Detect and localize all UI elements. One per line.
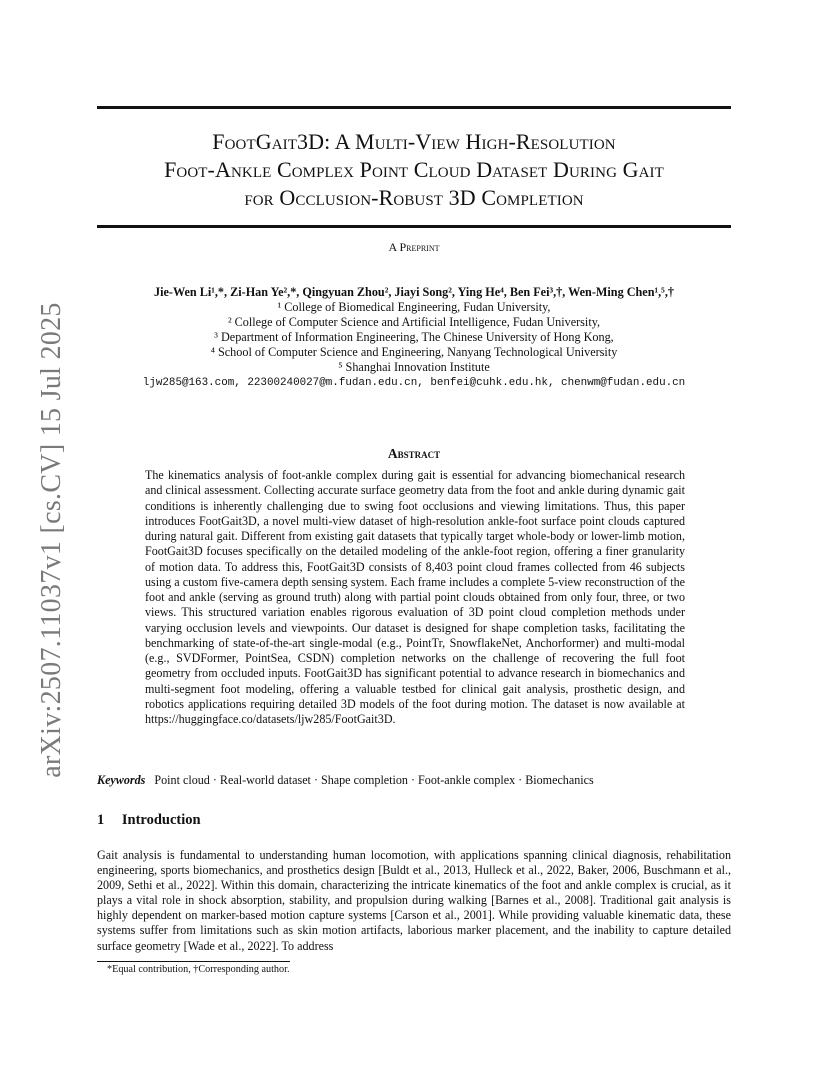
- preprint-label: A Preprint: [388, 240, 440, 254]
- footnote-rule: [97, 961, 290, 962]
- affiliation-list: [97, 300, 731, 375]
- author-emails: ljw285@163.com, 22300240027@m.fudan.edu.cn, benfei@cuhk.edu.hk, chenwm@fudan.edu.cn: [142, 377, 686, 389]
- abstract-heading: Abstract: [387, 446, 441, 461]
- section-heading-introduction: [97, 812, 731, 829]
- affiliation-5: ⁵ Shanghai Innovation Institute: [338, 360, 490, 374]
- introduction-paragraph: Gait analysis is fundamental to understanding human locomotion, with applications spanning clinical diagnosis, rehabilitation engineering, sports biomechanics, and prosthetics design [Buldt et al., 2013, Hulleck et al., 2022, Baker, 2006, Buschmann et al., 2009, Sethi et al., 2022]. Within this domain, characterizing the intricate kinematics of the foot and ankle complex is crucial, as it plays a vital role in shock absorption, stability, and propulsion during walking [Barnes et al., 2008]. Traditional gait analysis is highly dependent on marker-based motion capture systems [Carson et al., 2001]. While providing valuable kinematic data, these systems suffer from limitations such as skin motion artifacts, laborious marker placement, and the inability to capture detailed surface geometry [Wade et al., 2022]. To address: [97, 848, 731, 953]
- section-title: Introduction: [121, 812, 201, 828]
- section-number: 1: [97, 812, 105, 828]
- title-line-2: Foot-Ankle Complex Point Cloud Dataset During Gait: [164, 157, 664, 182]
- keywords-items: Point cloud · Real-world dataset · Shape completion · Foot-ankle complex · Biomechanics: [154, 773, 594, 787]
- paper-title: [97, 128, 731, 212]
- author-list: Jie-Wen Li¹,*, Zi-Han Ye²,*, Qingyuan Zhou², Jiayi Song², Ying He⁴, Ben Fei³,†, Wen-Ming Chen¹,⁵,†: [154, 285, 674, 299]
- keywords-label: Keywords: [97, 773, 146, 787]
- footnote: *Equal contribution, †Corresponding author.: [107, 964, 290, 975]
- abstract-text: The kinematics analysis of foot-ankle complex during gait is essential for advancing biomechanical research and clinical assessment. Collecting accurate surface geometry data from the foot and ankle during dynamic gait conditions is inherently challenging due to swing foot occlusions and viewing limitations. Thus, this paper introduces FootGait3D, a novel multi-view dataset of high-resolution ankle-foot surface point clouds captured during natural gait. Different from existing gait datasets that typically target whole-body or lower-limb motion, FootGait3D focuses specifically on the detailed modeling of the ankle-foot region, offering a finer granularity of motion data. To address this, FootGait3D consists of 8,403 point cloud frames collected from 46 subjects using a custom five-camera depth sensing system. Each frame includes a complete 5-view reconstruction of the foot and ankle (serving as ground truth) along with partial point clouds obtained from only four, three, or two views. This structured variation enables rigorous evaluation of 3D point cloud completion methods under varying occlusion levels and viewpoints. Our dataset is designed for shape completion tasks, facilitating the benchmarking of state-of-the-art single-modal (e.g., PointTr, SnowflakeNet, Anchorformer) and multi-modal (e.g., SVDFormer, PointSea, CSDN) completion networks on the challenge of recovering the full foot geometry from occluded inputs. FootGait3D has significant potential to advance research in biomechanics and multi-segment foot modeling, offering a valuable testbed for clinical gait analysis, prosthetic design, and robotics applications requiring detailed 3D models of the foot during motion. The dataset is now available at https://huggingface.co/datasets/ljw285/FootGait3D.: [145, 468, 685, 726]
- title-top-rule: [97, 106, 731, 109]
- affiliation-3: ³ Department of Information Engineering, The Chinese University of Hong Kong,: [214, 330, 614, 344]
- affiliation-1: ¹ College of Biomedical Engineering, Fudan University,: [277, 300, 551, 314]
- title-line-3: for Occlusion-Robust 3D Completion: [244, 185, 584, 210]
- keywords-line: [97, 773, 731, 788]
- affiliation-4: ⁴ School of Computer Science and Engineering, Nanyang Technological University: [210, 345, 618, 359]
- title-bottom-rule: [97, 225, 731, 228]
- arxiv-identifier-stamp: arXiv:2507.11037v1 [cs.CV] 15 Jul 2025: [36, 302, 67, 778]
- affiliation-2: ² College of Computer Science and Artificial Intelligence, Fudan University,: [227, 315, 601, 329]
- title-line-1: FootGait3D: A Multi-View High-Resolution: [212, 129, 616, 154]
